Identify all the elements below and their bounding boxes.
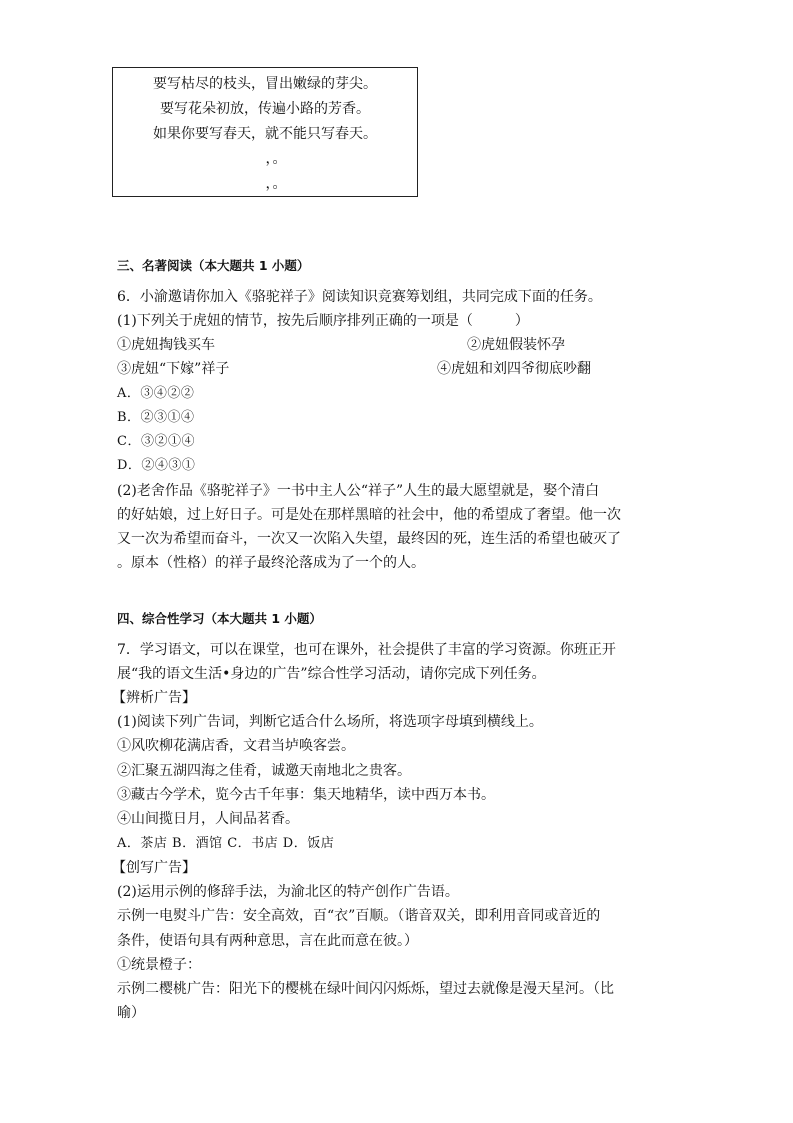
q6-part2-line1: (2)老舍作品《骆驼祥子》一书中主人公“祥子”人生的最大愿望就是，娶个清白	[117, 483, 600, 499]
ad-3: ③藏古今学术，览今古千年事：集天地精华，读中西万本书。	[117, 787, 495, 803]
plot-item-4: ④虎妞和刘四爷彻底吵翻	[437, 361, 591, 377]
example1-line1: 示例一电熨斗广告：安全高效，百“衣”百顺。（谐音双关，即利用音同或音近的	[117, 908, 601, 924]
section4-heading: 四、综合性学习（本大题共 1 小题）	[117, 611, 322, 626]
option-b: B．②③①④	[117, 410, 195, 425]
poem-line-3: 如果你要写春天，就不能只写春天。	[153, 126, 377, 142]
example2-line1: 示例二樱桃广告：阳光下的樱桃在绿叶间闪闪烁烁，望过去就像是漫天星河。（比	[117, 981, 614, 997]
poem-box	[112, 67, 418, 197]
poem-line-4: ，。	[265, 151, 287, 167]
q6-intro: 6．小渝邀请你加入《骆驼祥子》阅读知识竞赛筹划组，共同完成下面的任务。	[117, 289, 602, 305]
ad-options: A．茶店 B．酒馆 C．书店 D．饭店	[117, 836, 335, 851]
poem-line-2: 要写花朵初放，传遍小路的芳香。	[160, 101, 370, 117]
plot-item-1: ①虎妞掏钱买车	[117, 337, 215, 353]
poem-line-5: ，。	[265, 176, 287, 192]
ad-2: ②汇聚五湖四海之佳肴，诚邀天南地北之贵客。	[117, 763, 411, 779]
q6-part1: (1)下列关于虎妞的情节，按先后顺序排列正确的一项是（ ）	[117, 313, 529, 329]
subsection-create-ads-title: 【创写广告】	[112, 860, 196, 876]
option-d: D．②④③①	[117, 458, 196, 473]
q6-part2-line2: 的好姑娘，过上好日子。可是处在那样黑暗的社会中，他的希望成了奢望。他一次	[117, 507, 621, 523]
option-c: C．③②①④	[117, 434, 195, 449]
subsection-analyze-ads-title: 【辨析广告】	[112, 690, 196, 706]
plot-item-2: ②虎妞假装怀孕	[467, 337, 565, 353]
option-a: A．③④②②	[117, 386, 195, 401]
plot-item-3: ③虎妞“下嫁”祥子	[117, 361, 230, 377]
q7-part2: (2)运用示例的修辞手法，为渝北区的特产创作广告语。	[117, 884, 459, 900]
ad-1: ①风吹柳花满店香，文君当垆唤客尝。	[117, 738, 355, 754]
q7-line2: 展“我的语文生活•身边的广告”综合性学习活动，请你完成下列任务。	[117, 666, 546, 682]
section3-heading: 三、名著阅读（本大题共 1 小题）	[117, 258, 310, 273]
ad-4: ④山间揽日月，人间品茗香。	[117, 811, 299, 827]
q6-part2-line4: 。原本（性格）的祥子最终沦落成为了一个的人。	[117, 555, 425, 571]
example2-line2: 喻）	[117, 1005, 145, 1021]
task-orange: ①统景橙子：	[117, 957, 201, 973]
q7-line1: 7．学习语文，可以在课堂，也可在课外，社会提供了丰富的学习资源。你班正开	[117, 642, 616, 658]
q7-part1: (1)阅读下列广告词，判断它适合什么场所，将选项字母填到横线上。	[117, 714, 543, 730]
poem-line-1: 要写枯尽的枝头，冒出嫩绿的芽尖。	[153, 76, 377, 92]
q6-part2-line3: 又一次为希望而奋斗，一次又一次陷入失望，最终因的死，连生活的希望也破灭了	[117, 531, 621, 547]
example1-line2: 条件，使语句具有两种意思，言在此而意在彼。）	[117, 933, 418, 949]
